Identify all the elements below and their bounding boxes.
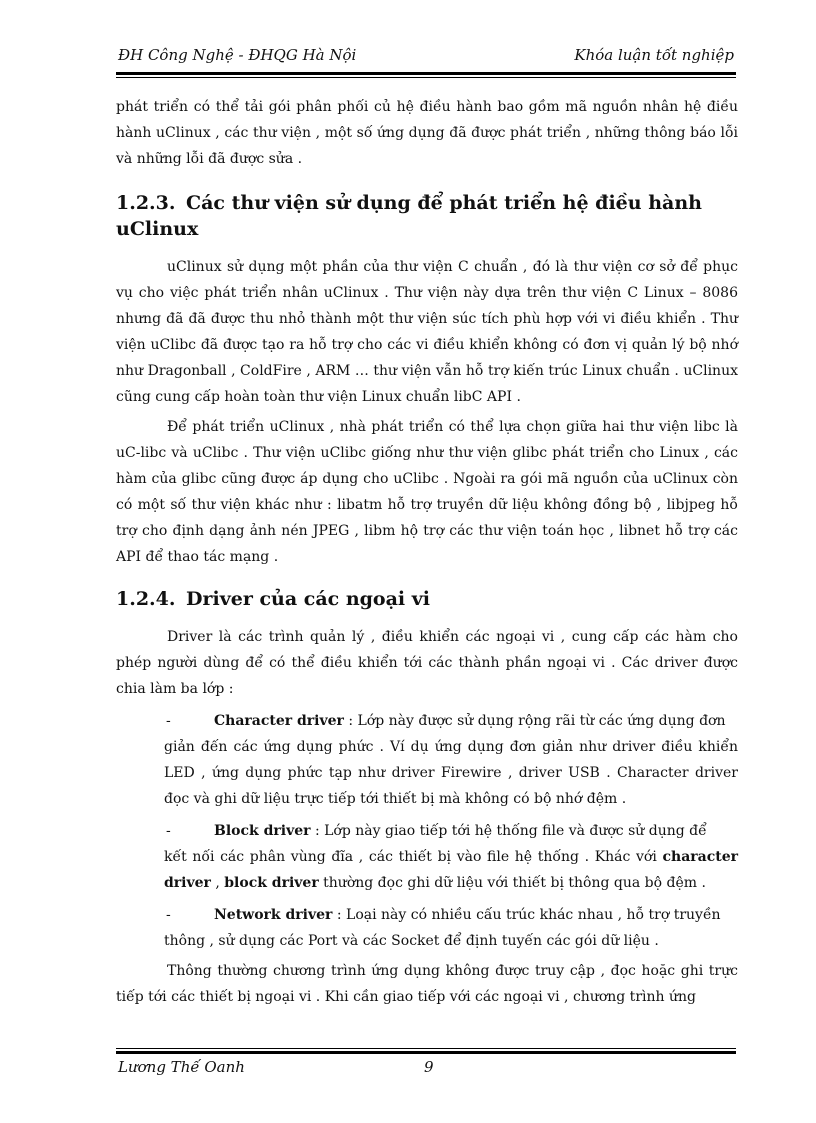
header-doc-type: Khóa luận tốt nghiệp	[574, 46, 734, 64]
list-item-character-driver	[116, 708, 738, 812]
footer-rule-thick	[116, 1051, 736, 1054]
section1-paragraph-1: uClinux sử dụng một phần của thư viện C chuẩn , đó là thư viện cơ sở để phục vụ cho việc phát triển nhân uClinux . Thư viện này dựa trên thư viện C Linux – 8086 nhưng đã đã được thu nhỏ thành một thư viện súc tích phù hợp với vi điều khiển . Thư viện uClibc đã được tạo ra hỗ trợ cho các vi điều khiển không có đơn vị quản lý bộ nhớ như Dragonball , ColdFire , ARM … thư viện vẫn hỗ trợ kiến trúc Linux chuẩn . uClinux cũng cung cấp hoàn toàn thư viện Linux chuẩn libC API .	[116, 259, 738, 405]
section1-paragraph-2: Để phát triển uClinux , nhà phát triển có thể lựa chọn giữa hai thư viện libc là uC-libc và uClibc . Thư viện uClibc giống như thư viện glibc phát triển cho Linux , các hàm của glibc cũng được áp dụng cho uClibc . Ngoài ra gói mã nguồn của uClinux còn có một số thư viện khác như : libatm hỗ trợ truyền dữ liệu không đồng bộ , libjpeg hỗ trợ cho định dạng ảnh nén JPEG , libm hộ trợ các thư viện toán học , libnet hỗ trợ các API để thao tác mạng .	[116, 419, 738, 565]
section-title: Các thư viện sử dụng để phát triển hệ điều hành uClinux	[116, 192, 702, 240]
section-number: 1.2.4.	[116, 588, 176, 610]
section-heading-1-2-3	[116, 190, 738, 242]
list-text: : Lớp này được sử dụng rộng rãi từ các ứng dụng đơn	[343, 713, 726, 729]
page-number: 9	[424, 1058, 434, 1076]
header-rule-thin	[116, 77, 736, 78]
page-body	[116, 94, 738, 1010]
header-institution: ĐH Công Nghệ - ĐHQG Hà Nội	[118, 46, 357, 64]
list-term: Block driver	[214, 823, 311, 839]
list-dash: -	[166, 823, 171, 839]
footer-rule-thin	[116, 1048, 736, 1049]
list-dash: -	[166, 713, 171, 729]
list-text-rest: giản đến các ứng dụng phức . Ví dụ ứng dụng đơn giản như driver điều khiển LED , ứng dụng phức tạp như driver Firewire , driver USB . Character driver đọc và ghi dữ liệu trực tiếp tới thiết bị mà không có bộ nhớ đệm .	[164, 739, 738, 807]
list-term: Network driver	[214, 907, 333, 923]
list-text-rest: thông , sử dụng các Port và các Socket để định tuyến các gói dữ liệu .	[164, 933, 659, 949]
list-dash: -	[166, 907, 171, 923]
section-number: 1.2.3.	[116, 192, 176, 214]
list-text: : Loại này có nhiều cấu trúc khác nhau , hỗ trợ truyền	[332, 907, 721, 923]
list-item-network-driver	[116, 902, 738, 954]
list-item-block-driver	[116, 818, 738, 896]
section2-paragraph-2: Thông thường chương trình ứng dụng không được truy cập , đọc hoặc ghi trực tiếp tới các thiết bị ngoại vi . Khi cần giao tiếp với các ngoại vi , chương trình ứng	[116, 963, 738, 1005]
section2-paragraph-1: Driver là các trình quản lý , điều khiển các ngoại vi , cung cấp các hàm cho phép người dùng để có thể điều khiển tới các thành phần ngoại vi . Các driver được chia làm ba lớp :	[116, 629, 738, 697]
header-rule-thick	[116, 72, 736, 75]
list-text: : Lớp này giao tiếp tới hệ thống file và được sử dụng để	[310, 823, 707, 839]
footer-author: Lương Thế Oanh	[118, 1058, 245, 1076]
intro-paragraph: phát triển có thể tải gói phân phối củ hệ điều hành bao gồm mã nguồn nhân hệ điều hành uClinux , các thư viện , một số ứng dụng đã được phát triển , những thông báo lỗi và những lỗi đã được sửa .	[116, 99, 738, 167]
section-title: Driver của các ngoại vi	[186, 588, 431, 610]
section-heading-1-2-4	[116, 586, 738, 612]
list-term: Character driver	[214, 713, 344, 729]
page-header	[116, 46, 736, 66]
list-text-rest: kết nối các phân vùng đĩa , các thiết bị vào file hệ thống . Khác với character driver , block driver thường đọc ghi dữ liệu với thiết bị thông qua bộ đệm .	[164, 849, 738, 891]
